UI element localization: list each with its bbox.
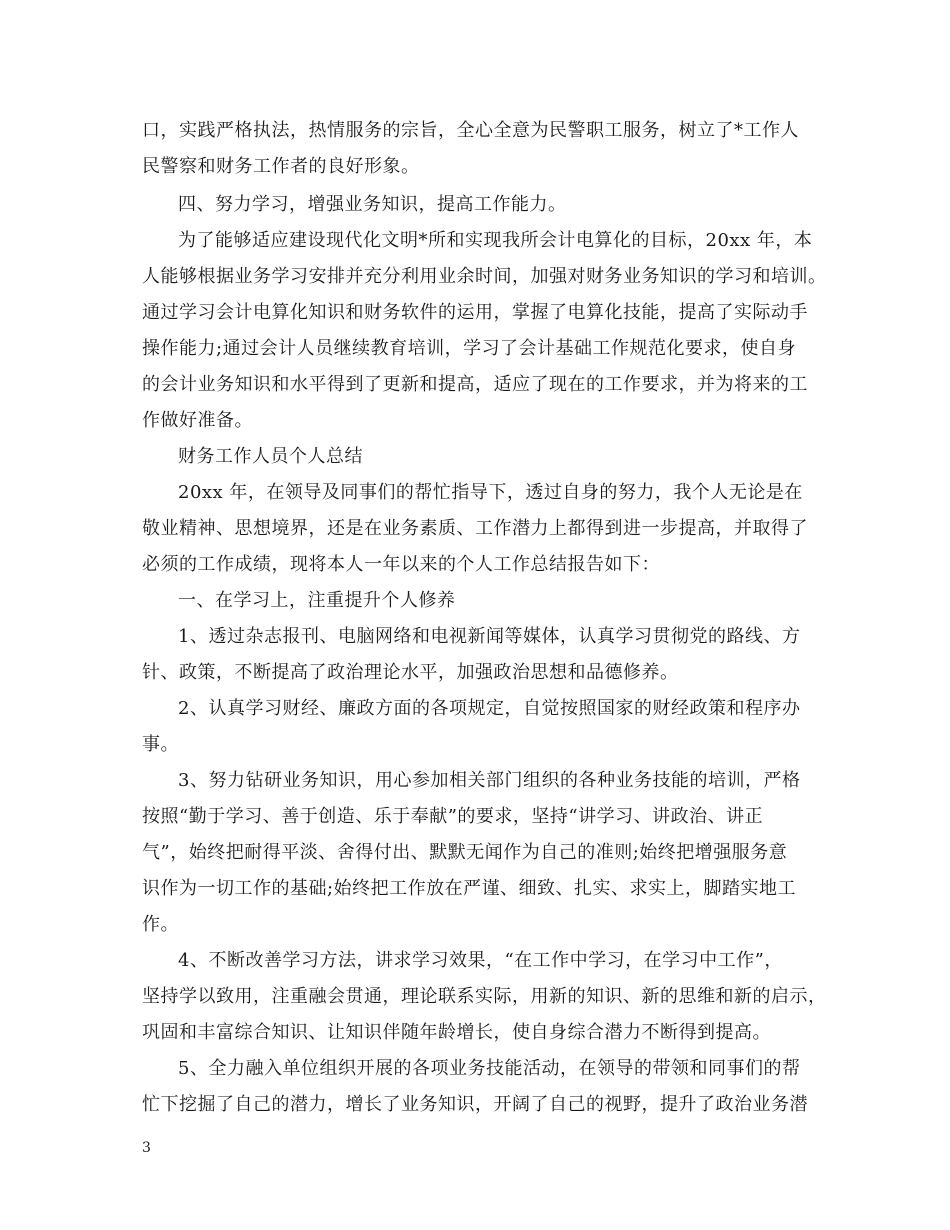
text-line: 4、不断改善学习方法，讲求学习效果，“在工作中学习，在学习中工作”， (178, 950, 783, 971)
text-line: 民警察和财务工作者的良好形象。 (142, 156, 420, 177)
text-line: 事。 (142, 734, 179, 755)
page-number: 3 (142, 1140, 151, 1156)
text-line: 巩固和丰富综合知识、让知识伴随年龄增长，使自身综合潜力不断得到提高。 (142, 1022, 771, 1043)
text-line: 口，实践严格执法，热情服务的宗旨，全心全意为民警职工服务，树立了*工作人 (142, 120, 799, 141)
text-line: 为了能够适应建设现代化文明*所和实现我所会计电算化的目标，20xx 年，本 (178, 230, 813, 251)
text-line: 20xx 年，在领导及同事们的帮忙指导下，透过自身的努力，我个人无论是在 (178, 482, 803, 503)
section-heading: 四、努力学习，增强业务知识，提高工作能力。 (178, 194, 567, 215)
text-line: 针、政策，不断提高了政治理论水平，加强政治思想和品德修养。 (142, 662, 679, 683)
text-line: 1、透过杂志报刊、电脑网络和电视新闻等媒体，认真学习贯彻党的路线、方 (178, 626, 801, 647)
text-line: 作做好准备。 (142, 410, 253, 431)
text-line: 气”，始终把耐得平淡、舍得付出、默默无闻作为自己的准则;始终把增强服务意 (142, 842, 788, 863)
section-heading: 一、在学习上，注重提升个人修养 (178, 590, 456, 611)
text-line: 作。 (142, 914, 179, 935)
text-line: 按照“勤于学习、善于创造、乐于奉献”的要求，坚持“讲学习、讲政治、讲正 (142, 806, 764, 827)
text-line: 识作为一切工作的基础;始终把工作放在严谨、细致、扎实、求实上，脚踏实地工 (142, 878, 797, 899)
text-line: 5、全力融入单位组织开展的各项业务技能活动，在领导的带领和同事们的帮 (178, 1058, 801, 1079)
document-title: 财务工作人员个人总结 (178, 446, 363, 467)
text-line: 2、认真学习财经、廉政方面的各项规定，自觉按照国家的财经政策和程序办 (178, 698, 801, 719)
text-line: 必须的工作成绩，现将本人一年以来的个人工作总结报告如下： (142, 554, 660, 575)
text-line: 忙下挖掘了自己的潜力，增长了业务知识，开阔了自己的视野，提升了政治业务潜 (142, 1094, 808, 1115)
text-line: 通过学习会计电算化知识和财务软件的运用，掌握了电算化技能，提高了实际动手 (142, 302, 808, 323)
text-line: 3、努力钻研业务知识，用心参加相关部门组织的各种业务技能的培训，严格 (178, 770, 801, 791)
text-line: 人能够根据业务学习安排并充分利用业余时间，加强对财务业务知识的学习和培训。 (142, 266, 827, 287)
text-line: 的会计业务知识和水平得到了更新和提高，适应了现在的工作要求，并为将来的工 (142, 374, 808, 395)
text-line: 坚持学以致用，注重融会贯通，理论联系实际，用新的知识、新的思维和新的启示， (142, 986, 827, 1007)
text-line: 操作能力;通过会计人员继续教育培训，学习了会计基础工作规范化要求，使自身 (142, 338, 797, 359)
text-line: 敬业精神、思想境界，还是在业务素质、工作潜力上都得到进一步提高，并取得了 (142, 518, 808, 539)
